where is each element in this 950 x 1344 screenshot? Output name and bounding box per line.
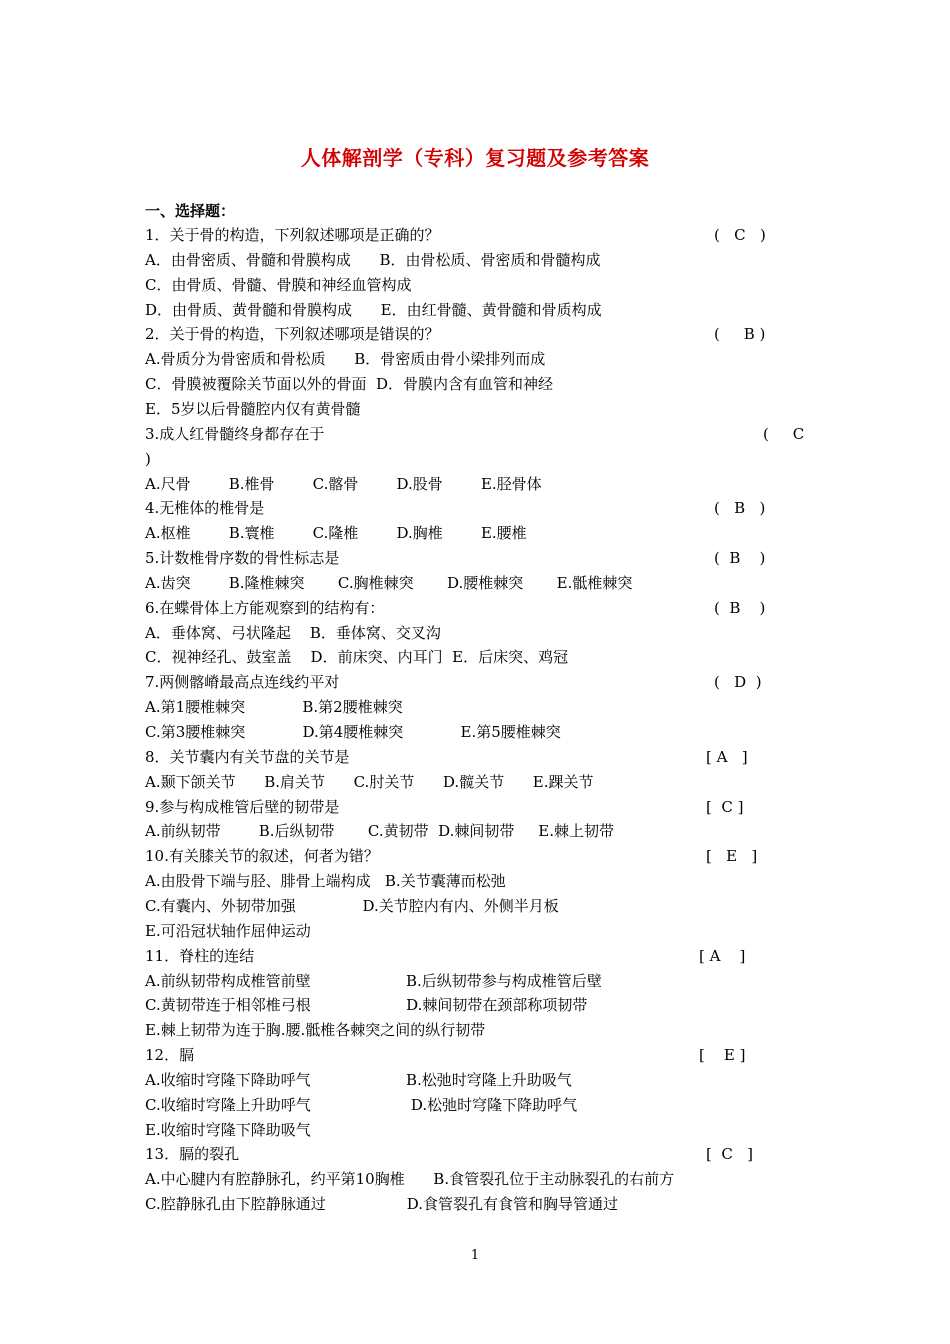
question-line: A.前纵韧带构成椎管前壁 B.后纵韧带参与构成椎管后壁 xyxy=(145,972,602,990)
document-title: 人体解剖学（专科）复习题及参考答案 xyxy=(300,146,650,170)
question-line: A.收缩时穹隆下降助呼气 B.松弛时穹隆上升助吸气 xyxy=(145,1071,572,1089)
question-line: D．由骨质、黄骨髓和骨膜构成 E．由红骨髓、黄骨髓和骨质构成 xyxy=(145,301,602,319)
answer-key: ( C xyxy=(763,425,805,443)
question-line: ) xyxy=(145,450,151,468)
question-line: A.第1腰椎棘突 B.第2腰椎棘突 xyxy=(145,698,403,716)
question-line: 7.两侧髂嵴最高点连线约平对 xyxy=(145,673,340,691)
question-line: 2．关于骨的构造，下列叙述哪项是错误的？ xyxy=(145,325,440,343)
question-line: A.颞下颌关节 B.肩关节 C.肘关节 D.髋关节 E.踝关节 xyxy=(145,773,594,791)
question-line: C.有囊内、外韧带加强 D.关节腔内有内、外侧半月板 xyxy=(145,897,559,915)
section-heading: 一、选择题： xyxy=(145,202,236,220)
question-line: C.第3腰椎棘突 D.第4腰椎棘突 E.第5腰椎棘突 xyxy=(145,723,561,741)
answer-key: ( B ) xyxy=(714,325,766,343)
question-line: A．垂体窝、弓状隆起 B．垂体窝、交叉沟 xyxy=(145,624,441,642)
question-line: 3.成人红骨髓终身都存在于 xyxy=(145,425,325,443)
answer-key: ( B ) xyxy=(714,549,766,567)
question-line: A.前纵韧带 B.后纵韧带 C.黄韧带 D.棘间韧带 E.棘上韧带 xyxy=(145,822,614,840)
page-number: 1 xyxy=(470,1248,480,1263)
question-line: A.齿突 B.隆椎棘突 C.胸椎棘突 D.腰椎棘突 E.骶椎棘突 xyxy=(145,574,633,592)
question-line: E.可沿冠状轴作屈伸运动 xyxy=(145,922,311,940)
question-line: 6.在蝶骨体上方能观察到的结构有： xyxy=(145,599,385,617)
question-line: E．5岁以后骨髓腔内仅有黄骨髓 xyxy=(145,400,361,418)
question-line: E.棘上韧带为连于胸.腰.骶椎各棘突之间的纵行韧带 xyxy=(145,1021,486,1039)
question-line: A.尺骨 B.椎骨 C.髂骨 D.股骨 E.胫骨体 xyxy=(145,475,542,493)
question-line: 11．脊柱的连结 xyxy=(145,947,255,965)
answer-key: [ C ] xyxy=(706,1145,754,1163)
answer-key: ( D ) xyxy=(714,673,762,691)
question-line: 1．关于骨的构造，下列叙述哪项是正确的？ xyxy=(145,226,440,244)
question-line: C．骨膜被覆除关节面以外的骨面 D．骨膜内含有血管和神经 xyxy=(145,375,554,393)
answer-key: [ E ] xyxy=(699,1046,746,1064)
question-line: 10.有关膝关节的叙述，何者为错？ xyxy=(145,847,379,865)
answer-key: [ C ] xyxy=(706,798,744,816)
question-line: C.腔静脉孔由下腔静脉通过 D.食管裂孔有食管和胸导管通过 xyxy=(145,1195,619,1213)
question-line: E.收缩时穹隆下降助吸气 xyxy=(145,1121,311,1139)
question-line: 13．膈的裂孔 xyxy=(145,1145,240,1163)
answer-key: ( C ) xyxy=(714,226,766,244)
question-line: A.中心腱内有腔静脉孔，约平第10胸椎 B.食管裂孔位于主动脉裂孔的右前方 xyxy=(145,1170,675,1188)
question-line: A.由股骨下端与胫、腓骨上端构成 B.关节囊薄而松弛 xyxy=(145,872,506,890)
answer-key: ( B ) xyxy=(714,499,766,517)
question-line: C．视神经孔、鼓室盖 D．前床突、内耳门 E．后床突、鸡冠 xyxy=(145,648,569,666)
question-line: C.收缩时穹隆上升助呼气 D.松弛时穹隆下降助呼气 xyxy=(145,1096,578,1114)
question-line: 5.计数椎骨序数的骨性标志是 xyxy=(145,549,340,567)
question-line: 8．关节囊内有关节盘的关节是 xyxy=(145,748,350,766)
answer-key: [ A ] xyxy=(706,748,748,766)
answer-key: ( B ) xyxy=(714,599,766,617)
question-line: A.枢椎 B.寰椎 C.隆椎 D.胸椎 E.腰椎 xyxy=(145,524,527,542)
question-line: 4.无椎体的椎骨是 xyxy=(145,499,265,517)
question-line: A．由骨密质、骨髓和骨膜构成 B．由骨松质、骨密质和骨髓构成 xyxy=(145,251,601,269)
answer-key: [ A ] xyxy=(699,947,746,965)
question-line: C.黄韧带连于相邻椎弓根 D.棘间韧带在颈部称项韧带 xyxy=(145,996,588,1014)
question-line: 9.参与构成椎管后壁的韧带是 xyxy=(145,798,340,816)
question-line: C．由骨质、骨髓、骨膜和神经血管构成 xyxy=(145,276,412,294)
answer-key: [ E ] xyxy=(706,847,758,865)
question-line: A.骨质分为骨密质和骨松质 B．骨密质由骨小梁排列而成 xyxy=(145,350,546,368)
question-line: 12．膈 xyxy=(145,1046,195,1064)
